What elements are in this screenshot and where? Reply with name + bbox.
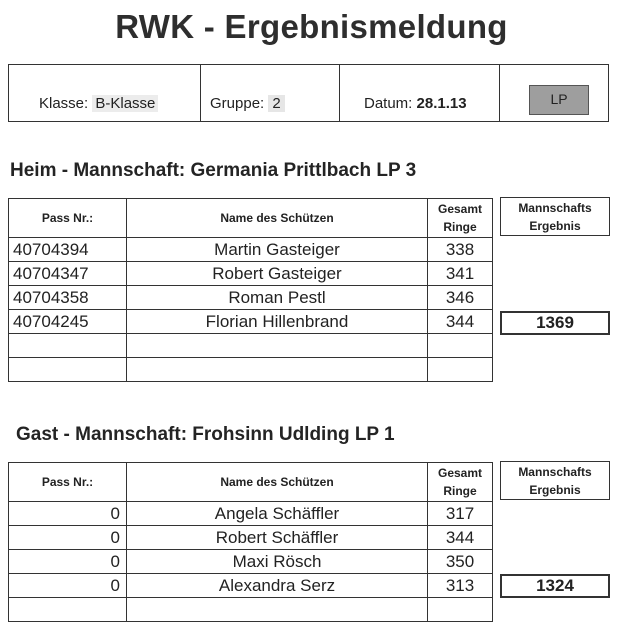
table-row [9, 262, 493, 286]
gruppe-label: Gruppe: [210, 95, 265, 112]
datum-label: Datum: [364, 95, 413, 112]
header-divider [200, 65, 201, 121]
ringe-header-line1: Gesamt [437, 202, 483, 216]
col-name-header: Name des Schützen [127, 199, 428, 238]
home-score-table [8, 198, 493, 382]
table-row [9, 550, 493, 574]
shooter-name: Roman Pestl [127, 286, 428, 310]
table-row [9, 526, 493, 550]
ring-score: 317 [428, 502, 493, 526]
gruppe-field [210, 95, 285, 112]
datum-value: 28.1.13 [416, 95, 467, 112]
ringe-header-line2: Ringe [443, 220, 477, 234]
table-row-empty [9, 358, 493, 382]
ring-score: 344 [428, 310, 493, 334]
team-result-header [500, 461, 610, 500]
table-row [9, 574, 493, 598]
shooter-name: Florian Hillenbrand [127, 310, 428, 334]
ms-header-line1: Mannschafts [518, 201, 592, 215]
col-pass-header: Pass Nr.: [9, 199, 127, 238]
klasse-value: B-Klasse [92, 95, 158, 112]
ring-score: 344 [428, 526, 493, 550]
shooter-name: Robert Schäffler [127, 526, 428, 550]
klasse-field [39, 95, 158, 112]
home-team-total: 1369 [500, 311, 610, 335]
header-divider [339, 65, 340, 121]
page-title: RWK - Ergebnismeldung [115, 8, 508, 45]
col-ringe-header [428, 463, 493, 502]
ringe-header-line1: Gesamt [437, 466, 483, 480]
klasse-label: Klasse: [39, 95, 89, 112]
pass-number: 0 [9, 526, 127, 550]
shooter-name: Maxi Rösch [127, 550, 428, 574]
team-result-header [500, 197, 610, 236]
table-row [9, 286, 493, 310]
ring-score: 313 [428, 574, 493, 598]
gruppe-value: 2 [268, 95, 284, 112]
datum-field [364, 95, 467, 112]
pass-number: 0 [9, 550, 127, 574]
pass-number: 40704358 [9, 286, 127, 310]
pass-number: 0 [9, 574, 127, 598]
col-pass-header: Pass Nr.: [9, 463, 127, 502]
shooter-name: Martin Gasteiger [127, 238, 428, 262]
shooter-name: Alexandra Serz [127, 574, 428, 598]
ms-header-line1: Mannschafts [518, 465, 592, 479]
col-ringe-header [428, 199, 493, 238]
guest-team-total: 1324 [500, 574, 610, 598]
pass-number: 40704245 [9, 310, 127, 334]
ring-score: 341 [428, 262, 493, 286]
lp-badge: LP [529, 85, 589, 115]
pass-number: 0 [9, 502, 127, 526]
ring-score: 346 [428, 286, 493, 310]
ms-header-line2: Ergebnis [529, 483, 581, 497]
col-name-header: Name des Schützen [127, 463, 428, 502]
ring-score: 338 [428, 238, 493, 262]
table-row [9, 310, 493, 334]
table-row-empty [9, 334, 493, 358]
ringe-header-line2: Ringe [443, 484, 477, 498]
pass-number: 40704394 [9, 238, 127, 262]
header-info-box [8, 64, 609, 122]
guest-team-heading: Gast - Mannschaft: Frohsinn Udlding LP 1 [16, 424, 395, 445]
header-divider [499, 65, 500, 121]
ms-header-line2: Ergebnis [529, 219, 581, 233]
guest-score-table [8, 462, 493, 622]
home-team-heading: Heim - Mannschaft: Germania Prittlbach LP 3 [10, 160, 417, 181]
table-row [9, 238, 493, 262]
pass-number: 40704347 [9, 262, 127, 286]
shooter-name: Angela Schäffler [127, 502, 428, 526]
shooter-name: Robert Gasteiger [127, 262, 428, 286]
ring-score: 350 [428, 550, 493, 574]
table-row [9, 502, 493, 526]
table-row-empty [9, 598, 493, 622]
